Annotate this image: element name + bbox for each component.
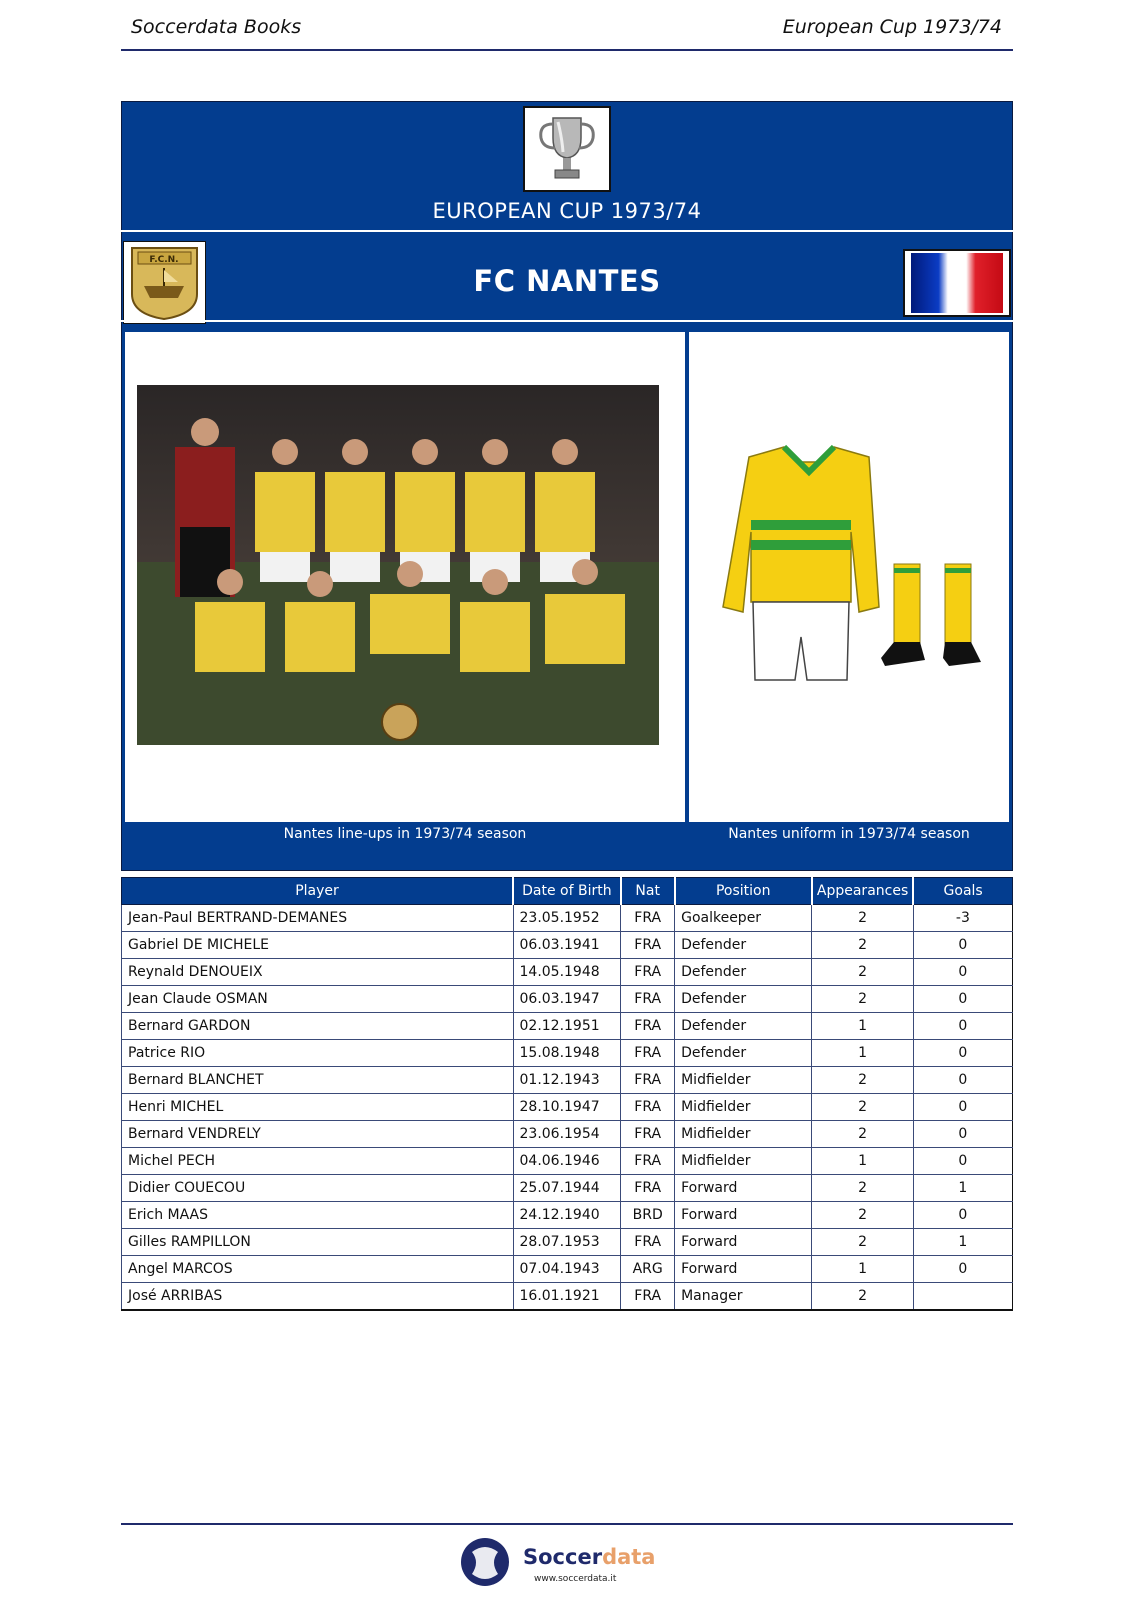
table-cell: 1 xyxy=(812,1148,913,1175)
table-cell: ARG xyxy=(621,1256,675,1283)
table-cell: 06.03.1947 xyxy=(513,986,621,1013)
table-cell: FRA xyxy=(621,1067,675,1094)
table-cell: 0 xyxy=(913,932,1012,959)
table-cell: FRA xyxy=(621,1094,675,1121)
table-row xyxy=(122,1148,1013,1175)
table-cell: Defender xyxy=(675,1040,812,1067)
table-cell: 23.06.1954 xyxy=(513,1121,621,1148)
table-cell: FRA xyxy=(621,905,675,932)
table-cell: 14.05.1948 xyxy=(513,959,621,986)
table-cell: Michel PECH xyxy=(122,1148,514,1175)
team-photo xyxy=(125,332,685,822)
table-cell: -3 xyxy=(913,905,1012,932)
trophy-icon xyxy=(523,106,611,192)
table-row xyxy=(122,1013,1013,1040)
table-cell: 24.12.1940 xyxy=(513,1202,621,1229)
table-cell: FRA xyxy=(621,1283,675,1311)
table-row xyxy=(122,1094,1013,1121)
table-cell: Manager xyxy=(675,1283,812,1311)
table-cell: FRA xyxy=(621,1229,675,1256)
table-cell: 15.08.1948 xyxy=(513,1040,621,1067)
table-cell xyxy=(913,1283,1012,1311)
crest-label: F.C.N. xyxy=(149,255,179,265)
table-cell: Forward xyxy=(675,1229,812,1256)
table-cell: Forward xyxy=(675,1202,812,1229)
table-row xyxy=(122,1067,1013,1094)
table-row xyxy=(122,1229,1013,1256)
table-cell: Angel MARCOS xyxy=(122,1256,514,1283)
table-cell: Bernard GARDON xyxy=(122,1013,514,1040)
table-cell: Didier COUECOU xyxy=(122,1175,514,1202)
squad-table xyxy=(121,877,1013,1311)
column-header: Nat xyxy=(621,878,675,905)
table-cell: 1 xyxy=(913,1175,1012,1202)
table-cell: FRA xyxy=(621,1040,675,1067)
table-cell: Defender xyxy=(675,959,812,986)
table-cell: 2 xyxy=(812,986,913,1013)
table-cell: FRA xyxy=(621,1175,675,1202)
table-cell: Forward xyxy=(675,1175,812,1202)
table-cell: 1 xyxy=(812,1013,913,1040)
table-cell: 23.05.1952 xyxy=(513,905,621,932)
table-cell: 1 xyxy=(913,1229,1012,1256)
table-cell: Gabriel DE MICHELE xyxy=(122,932,514,959)
table-row xyxy=(122,1040,1013,1067)
table-row xyxy=(122,1202,1013,1229)
column-header: Date of Birth xyxy=(513,878,621,905)
team-photo-panel xyxy=(125,332,685,822)
table-cell: BRD xyxy=(621,1202,675,1229)
table-cell: 2 xyxy=(812,1202,913,1229)
table-cell: Patrice RIO xyxy=(122,1040,514,1067)
table-row xyxy=(122,1283,1013,1311)
table-row xyxy=(122,932,1013,959)
table-row xyxy=(122,959,1013,986)
table-cell: Midfielder xyxy=(675,1094,812,1121)
column-header: Position xyxy=(675,878,812,905)
table-cell: FRA xyxy=(621,1013,675,1040)
table-cell: FRA xyxy=(621,986,675,1013)
table-cell: Jean-Paul BERTRAND-DEMANES xyxy=(122,905,514,932)
table-cell: 0 xyxy=(913,1121,1012,1148)
table-cell: 06.03.1941 xyxy=(513,932,621,959)
brand-part-a: Soccer xyxy=(523,1545,603,1569)
footer-divider xyxy=(121,1523,1013,1525)
brand-part-b: data xyxy=(602,1545,656,1569)
table-cell: 28.07.1953 xyxy=(513,1229,621,1256)
table-cell: Henri MICHEL xyxy=(122,1094,514,1121)
table-cell: 1 xyxy=(812,1040,913,1067)
edition-title: European Cup 1973/74 xyxy=(782,16,1002,38)
table-row xyxy=(122,1256,1013,1283)
table-cell: 2 xyxy=(812,932,913,959)
table-cell: 2 xyxy=(812,1229,913,1256)
table-cell: 1 xyxy=(812,1256,913,1283)
table-cell: 2 xyxy=(812,959,913,986)
table-cell: FRA xyxy=(621,932,675,959)
table-cell: Jean Claude OSMAN xyxy=(122,986,514,1013)
photo-caption: Nantes line-ups in 1973/74 season xyxy=(283,826,527,842)
table-cell: Gilles RAMPILLON xyxy=(122,1229,514,1256)
table-cell: Goalkeeper xyxy=(675,905,812,932)
table-cell: Erich MAAS xyxy=(122,1202,514,1229)
table-cell: José ARRIBAS xyxy=(122,1283,514,1311)
table-cell: 0 xyxy=(913,1040,1012,1067)
table-cell: Defender xyxy=(675,932,812,959)
table-cell: Midfielder xyxy=(675,1148,812,1175)
uniform-panel xyxy=(689,332,1009,822)
table-cell: 25.07.1944 xyxy=(513,1175,621,1202)
table-cell: 0 xyxy=(913,1013,1012,1040)
card-divider-1 xyxy=(121,230,1013,232)
table-cell: Bernard BLANCHET xyxy=(122,1067,514,1094)
table-cell: Defender xyxy=(675,986,812,1013)
table-cell: 16.01.1921 xyxy=(513,1283,621,1311)
uniform-caption: Nantes uniform in 1973/74 season xyxy=(728,826,970,842)
table-cell: FRA xyxy=(621,1121,675,1148)
column-header: Goals xyxy=(913,878,1012,905)
table-cell: FRA xyxy=(621,1148,675,1175)
table-cell: 02.12.1951 xyxy=(513,1013,621,1040)
table-cell: 0 xyxy=(913,1094,1012,1121)
header-divider xyxy=(121,49,1013,51)
table-cell: 0 xyxy=(913,1067,1012,1094)
table-row xyxy=(122,905,1013,932)
table-cell: Defender xyxy=(675,1013,812,1040)
table-row xyxy=(122,1175,1013,1202)
table-cell: 07.04.1943 xyxy=(513,1256,621,1283)
table-cell: 04.06.1946 xyxy=(513,1148,621,1175)
table-cell: 2 xyxy=(812,1175,913,1202)
table-cell: 2 xyxy=(812,905,913,932)
table-cell: 0 xyxy=(913,1256,1012,1283)
table-cell: 2 xyxy=(812,1094,913,1121)
table-cell: 0 xyxy=(913,1202,1012,1229)
table-cell: 2 xyxy=(812,1067,913,1094)
table-cell: Forward xyxy=(675,1256,812,1283)
card-divider-2 xyxy=(121,320,1013,322)
book-title: Soccerdata Books xyxy=(131,16,302,38)
table-cell: 01.12.1943 xyxy=(513,1067,621,1094)
table-cell: 2 xyxy=(812,1121,913,1148)
column-header: Appearances xyxy=(812,878,913,905)
table-cell: 0 xyxy=(913,986,1012,1013)
football-kit-icon xyxy=(689,332,1009,822)
competition-title: EUROPEAN CUP 1973/74 xyxy=(432,199,702,223)
table-row xyxy=(122,986,1013,1013)
footer-brand xyxy=(523,1545,655,1569)
table-cell: Reynald DENOUEIX xyxy=(122,959,514,986)
team-title: FC NANTES xyxy=(473,264,661,298)
footer-url: www.soccerdata.it xyxy=(534,1574,617,1584)
table-row xyxy=(122,1121,1013,1148)
table-cell: 2 xyxy=(812,1283,913,1311)
table-cell: 0 xyxy=(913,1148,1012,1175)
table-cell: FRA xyxy=(621,959,675,986)
table-cell: Midfielder xyxy=(675,1121,812,1148)
table-cell: 0 xyxy=(913,959,1012,986)
table-header-row xyxy=(122,878,1013,905)
table-cell: Bernard VENDRELY xyxy=(122,1121,514,1148)
table-cell: Midfielder xyxy=(675,1067,812,1094)
column-header: Player xyxy=(122,878,514,905)
table-cell: 28.10.1947 xyxy=(513,1094,621,1121)
france-flag-icon xyxy=(903,249,1011,317)
